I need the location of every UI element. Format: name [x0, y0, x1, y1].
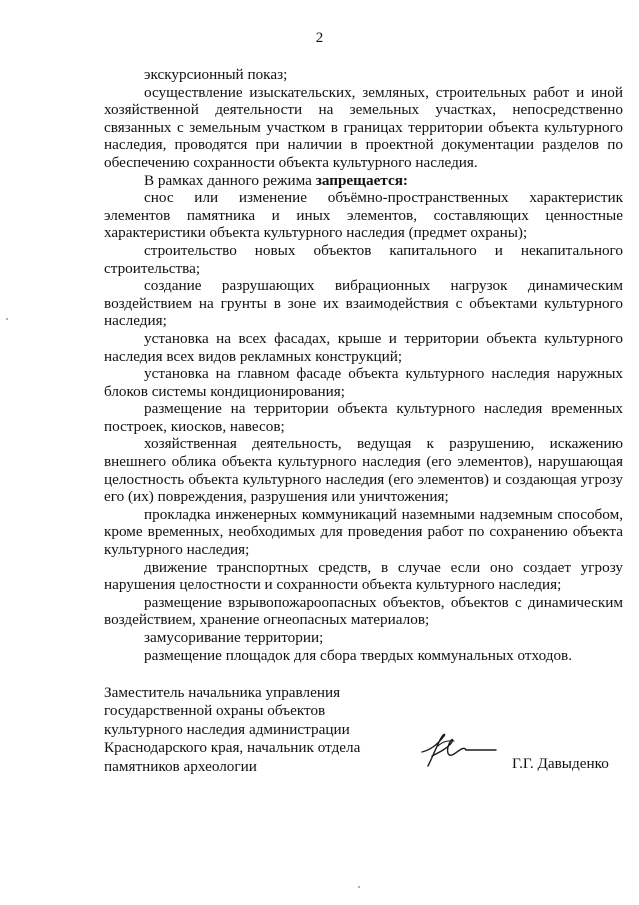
paragraph: размещение на территории объекта культурного наследия временных построек, киосков, навесов; — [104, 400, 623, 435]
paragraph: размещение взрывопожароопасных объектов, объектов с динамическим воздействием, хранение огнеопасных материалов; — [104, 593, 623, 629]
signer-name: Г.Г. Давыденко — [512, 755, 609, 772]
paragraph: хозяйственная деятельность, ведущая к разрушению, искажению внешнего облика объекта культурного наследия (его элементов), нарушающая целостность объекта культурного наследия (его элементов) и создающая угрозу его (их) повреждения, разрушения или уничтожения; — [104, 435, 623, 506]
scan-artifact — [358, 886, 360, 888]
paragraph: прокладка инженерных коммуникаций наземными надземным способом, кроме временных, необходимых для проведения работ по сохранению объекта культурного наследия; — [104, 505, 623, 559]
handwritten-signature — [418, 728, 500, 772]
signatory-position-line: государственной охраны объектов — [104, 702, 326, 720]
signatory-position-line: Заместитель начальника управления — [104, 684, 341, 701]
scan-artifact — [6, 318, 8, 320]
signatory-position-line: культурного наследия администрации — [104, 720, 350, 738]
signatory-position-line: Краснодарского края, начальник отдела — [104, 739, 361, 757]
paragraph: установка на всех фасадах, крыше и территории объекта культурного наследия всех видов рекламных конструкций; — [104, 329, 623, 365]
signatory-position — [104, 684, 404, 776]
paragraph: экскурсионный показ; — [144, 66, 288, 83]
paragraph: установка на главном фасаде объекта культурного наследия наружных блоков системы кондиционирования; — [104, 365, 623, 400]
bold-keyword: запрещается: — [315, 171, 408, 189]
paragraph: создание разрушающих вибрационных нагрузок динамическим воздействием на грунты в зоне их взаимодействия с объектами культурного наследия; — [104, 277, 623, 330]
signatory-position-line: памятников археологии — [104, 757, 257, 775]
document-body — [104, 66, 623, 664]
paragraph: движение транспортных средств, в случае если оно создает угрозу нарушения целостности и сохранности объекта культурного наследия; — [104, 558, 623, 594]
page-number: 2 — [315, 30, 324, 46]
paragraph: размещение площадок для сбора твердых коммунальных отходов. — [144, 646, 573, 664]
paragraph: осуществление изыскательских, земляных, строительных работ и иной хозяйственной деятельности на земельных участках, непосредственно связанных с земельным участком в границах территории объекта культурного наследия, проводятся при наличии в проектной документации разделов по обеспечению сохранности объекта культурного наследия. — [104, 83, 623, 171]
paragraph: В рамках данного режима запрещается: — [144, 171, 408, 189]
paragraph: снос или изменение объёмно-пространственных характеристик элементов памятника и иных элементов, составляющих ценностные характеристики объекта культурного наследия (предмет охраны); — [104, 189, 623, 242]
paragraph: замусоривание территории; — [144, 629, 324, 646]
paragraph: строительство новых объектов капитального и некапитального строительства; — [104, 241, 623, 277]
